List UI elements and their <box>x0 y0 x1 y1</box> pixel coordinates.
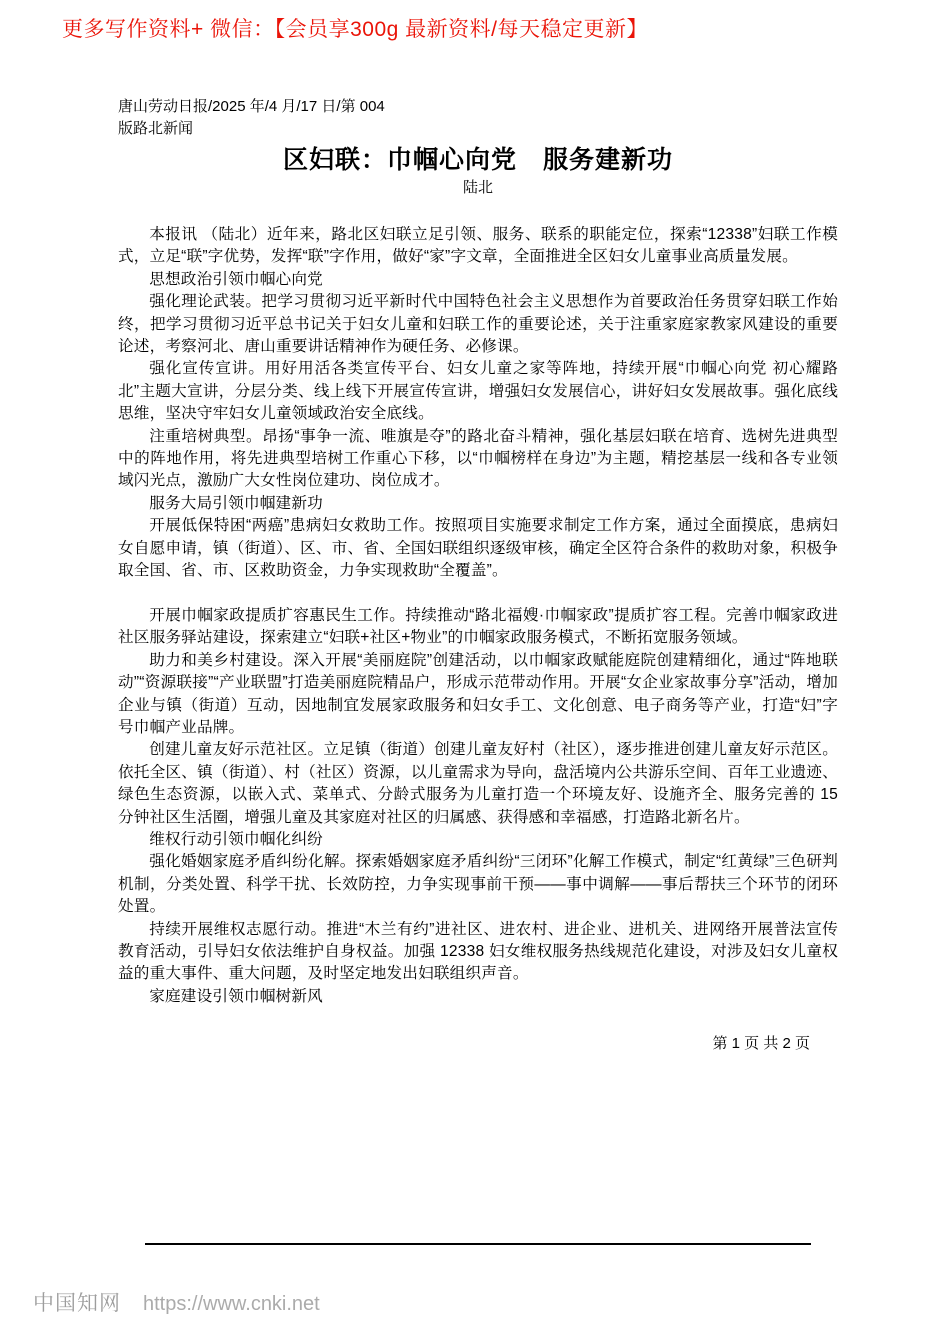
paragraph-spacer <box>118 583 838 605</box>
cnki-watermark <box>33 1287 320 1317</box>
article-page <box>118 96 838 1054</box>
article-paragraph: 开展低保特困“两癌”患病妇女救助工作。按照项目实施要求制定工作方案，通过全面摸底，患病妇女自愿申请，镇（街道）、区、市、省、全国妇联组织逐级审核，确定全区符合条件的救助对象，积极争取全国、省、市、区救助资金，力争实现救助“全覆盖”。 <box>118 517 838 580</box>
source-line-1: 唐山劳动日报/2025 年/4 月/17 日/第 004 <box>118 98 385 115</box>
article-paragraph: 持续开展维权志愿行动。推进“木兰有约”进社区、进农村、进企业、进机关、进网络开展普法宣传教育活动，引导妇女依法维护自身权益。加强 12338 妇女维权服务热线规范化建设，对涉及妇女儿童权益的重大事件、重大问题，及时坚定地发出妇联组织声音。 <box>118 920 838 983</box>
source-line-2: 版路北新闻 <box>118 119 194 137</box>
article-body <box>118 224 838 1008</box>
promo-banner: 更多写作资料+ 微信：【会员享300g 最新资料/每天稳定更新】 <box>62 18 648 41</box>
article-paragraph: 强化理论武装。把学习贯彻习近平新时代中国特色社会主义思想作为首要政治任务贯穿妇联工作始终，把学习贯彻习近平总书记关于妇女儿童和妇联工作的重要论述，关于注重家庭家教家风建设的重要论述，考察河北、唐山重要讲话精神作为硬任务、必修课。 <box>118 293 838 356</box>
cnki-url-link[interactable]: https://www.cnki.net <box>143 1293 320 1315</box>
article-paragraph: 强化宣传宣讲。用好用活各类宣传平台、妇女儿童之家等阵地，持续开展“巾帼心向党 初心耀路北”主题大宣讲，分层分类、线上线下开展宣传宣讲，增强妇女发展信心，讲好妇女发展故事。强化底线思维，坚决守牢妇女儿童领域政治安全底线。 <box>118 360 838 423</box>
section-heading: 服务大局引领巾帼建新功 <box>149 494 323 512</box>
article-paragraph: 注重培树典型。昂扬“事争一流、唯旗是夺”的路北奋斗精神，强化基层妇联在培育、选树先进典型中的阵地作用，将先进典型培树工作重心下移，以“巾帼榜样在身边”为主题，精挖基层一线和各专业领域闪光点，激励广大女性岗位建功、岗位成才。 <box>118 427 838 490</box>
section-heading: 维权行动引领巾帼化纠纷 <box>149 830 323 848</box>
article-paragraph: 本报讯 （陆北）近年来，路北区妇联立足引领、服务、联系的职能定位，探索“12338”妇联工作模式，立足“联”字优势，发挥“联”字作用，做好“家”字文章，全面推进全区妇女儿童事业高质量发展。 <box>118 226 838 266</box>
article-paragraph: 开展巾帼家政提质扩容惠民生工作。持续推动“路北福嫂·巾帼家政”提质扩容工程。完善巾帼家政进社区服务驿站建设，探索建立“妇联+社区+物业”的巾帼家政服务模式，不断拓宽服务领域。 <box>118 606 838 647</box>
section-heading: 思想政治引领巾帼心向党 <box>149 270 323 288</box>
cnki-brand-label: 中国知网 <box>33 1292 121 1315</box>
section-heading: 家庭建设引领巾帼树新风 <box>149 987 323 1005</box>
article-source <box>118 96 838 139</box>
page-indicator: 第 1 页 共 2 页 <box>712 1035 810 1053</box>
article-paragraph: 创建儿童友好示范社区。立足镇（街道）创建儿童友好村（社区），逐步推进创建儿童友好示范区。依托全区、镇（街道）、村（社区）资源，以儿童需求为导向，盘活境内公共游乐空间、百年工业遗迹、绿色生态资源，以嵌入式、菜单式、分龄式服务为儿童打造一个环境友好、设施齐全、服务完善的 15 分钟社区生活圈，增强儿童及其家庭对社区的归属感、获得感和幸福感，打造路北新名片。 <box>118 741 838 826</box>
article-paragraph: 助力和美乡村建设。深入开展“美丽庭院”创建活动，以巾帼家政赋能庭院创建精细化，通过“阵地联动”“资源联接”“产业联盟”打造美丽庭院精品户，形成示范带动作用。开展“女企业家故事分享”活动，增加企业与镇（街道）互动，因地制宜发展家政服务和妇女手工、文化创意、电子商务等产业，打造“妇”字号巾帼产业品牌。 <box>118 651 838 736</box>
article-title: 区妇联：巾帼心向党 服务建新功 <box>282 146 673 174</box>
footer-divider <box>145 1243 811 1245</box>
article-author: 陆北 <box>462 179 493 196</box>
article-paragraph: 强化婚姻家庭矛盾纠纷化解。探索婚姻家庭矛盾纠纷“三闭环”化解工作模式，制定“红黄绿”三色研判机制，分类处置、科学干扰、长效防控，力争实现事前干预——事中调解——事后帮扶三个环节的闭环处置。 <box>118 853 838 916</box>
